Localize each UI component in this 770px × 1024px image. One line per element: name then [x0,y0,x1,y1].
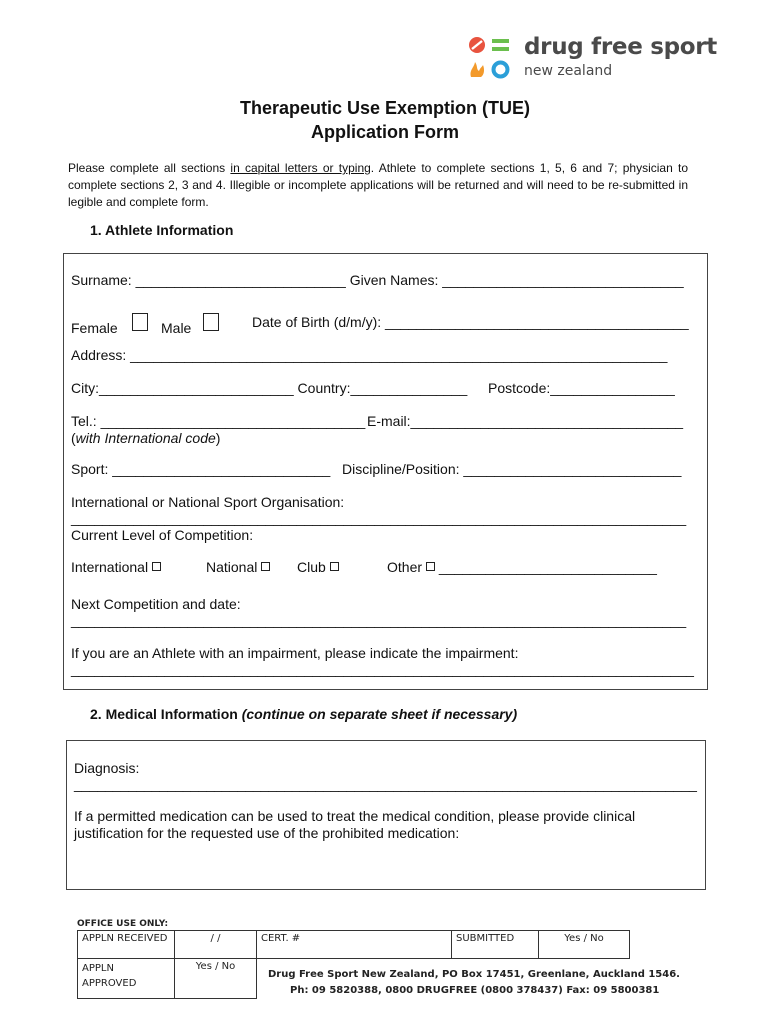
drug-free-sport-logo [466,34,716,82]
level-club-option[interactable]: Club [297,559,339,575]
section-athlete-information-heading: 1. Athlete Information [90,222,234,238]
form-title: Therapeutic Use Exemption (TUE) [239,98,531,118]
contact-phone: Ph: 09 5820388, 0800 DRUGFREE (0800 378437) Fax: 09 5800381 [290,985,660,996]
form-instructions: Please complete all sections in capital letters or typing. Athlete to complete sections 1, 5, 6 and 7; physician to complete sections 2, 3 and 4. Illegible or incomplete applications will be returned and will need to be re-submitted in legible and complete form. [68,161,689,209]
diagnosis-label: Diagnosis: [74,760,140,776]
surname-given-names-field[interactable]: Surname: ___________________________ Given Names: _______________________________ [71,272,684,288]
sport-field[interactable]: Sport: ____________________________ [71,461,331,477]
level-other-checkbox[interactable] [426,562,435,571]
next-competition-label: Next Competition and date: [71,596,241,612]
gender-male-option[interactable]: Male [161,313,219,336]
next-competition-field[interactable]: _______________________________________________________________________________ [71,612,687,628]
female-checkbox[interactable] [132,313,148,331]
level-international-option[interactable]: International [71,559,161,575]
submitted-label: SUBMITTED [452,931,539,959]
cert-number-label[interactable]: CERT. # [257,931,452,959]
level-national-checkbox[interactable] [261,562,270,571]
logo-text-secondary: new zealand [524,63,613,79]
impairment-field[interactable]: ________________________________________________________________________________ [71,661,694,677]
gender-female-option[interactable]: Female [71,313,148,336]
sport-organisation-label: International or National Sport Organisation: [71,494,345,510]
approved-yes-no[interactable]: Yes / No [175,959,257,999]
level-international-checkbox[interactable] [152,562,161,571]
level-national-option[interactable]: National [206,559,270,575]
contact-address: Drug Free Sport New Zealand, PO Box 17451, Greenlane, Auckland 1546. [268,969,680,980]
sport-organisation-field[interactable]: _______________________________________________________________________________ [71,510,687,526]
clinical-justification-label: If a permitted medication can be used to treat the medical condition, please provide clinical justification for the requested use of the prohibited medication: [74,808,636,841]
office-use-label: OFFICE USE ONLY: [77,919,169,929]
male-checkbox[interactable] [203,313,219,331]
address-field[interactable]: Address: _____________________________________________________________________ [71,347,668,363]
telephone-note: (with International code) [71,430,221,446]
level-other-option[interactable]: Other ____________________________ [387,559,657,575]
date-of-birth-field[interactable]: Date of Birth (d/m/y): _______________________________________ [252,314,689,330]
appln-approved-label: APPLN APPROVED [78,959,175,999]
discipline-position-field[interactable]: Discipline/Position: ____________________________ [342,461,682,477]
medical-information-box [66,740,706,890]
appln-received-label: APPLN RECEIVED [78,931,175,959]
section-medical-information-heading: 2. Medical Information (continue on separate sheet if necessary) [90,706,518,722]
telephone-field[interactable]: Tel.: __________________________________ [71,413,366,429]
athlete-information-box [63,253,708,690]
diagnosis-field[interactable]: ________________________________________________________________________________ [74,776,697,792]
logo-icons [466,34,514,82]
competition-level-label: Current Level of Competition: [71,527,254,543]
form-subtitle: Application Form [311,122,459,142]
appln-received-date[interactable]: / / [175,931,257,959]
email-field[interactable]: E-mail:___________________________________ [367,413,684,429]
logo-text-primary: drug free sport [524,34,717,60]
city-country-field[interactable]: City:_________________________ Country:_______________ [71,380,468,396]
postcode-field[interactable]: Postcode:________________ [488,380,675,396]
level-club-checkbox[interactable] [330,562,339,571]
level-other-field[interactable]: ____________________________ [438,559,657,575]
submitted-yes-no[interactable]: Yes / No [539,931,630,959]
impairment-label: If you are an Athlete with an impairment, please indicate the impairment: [71,645,519,661]
